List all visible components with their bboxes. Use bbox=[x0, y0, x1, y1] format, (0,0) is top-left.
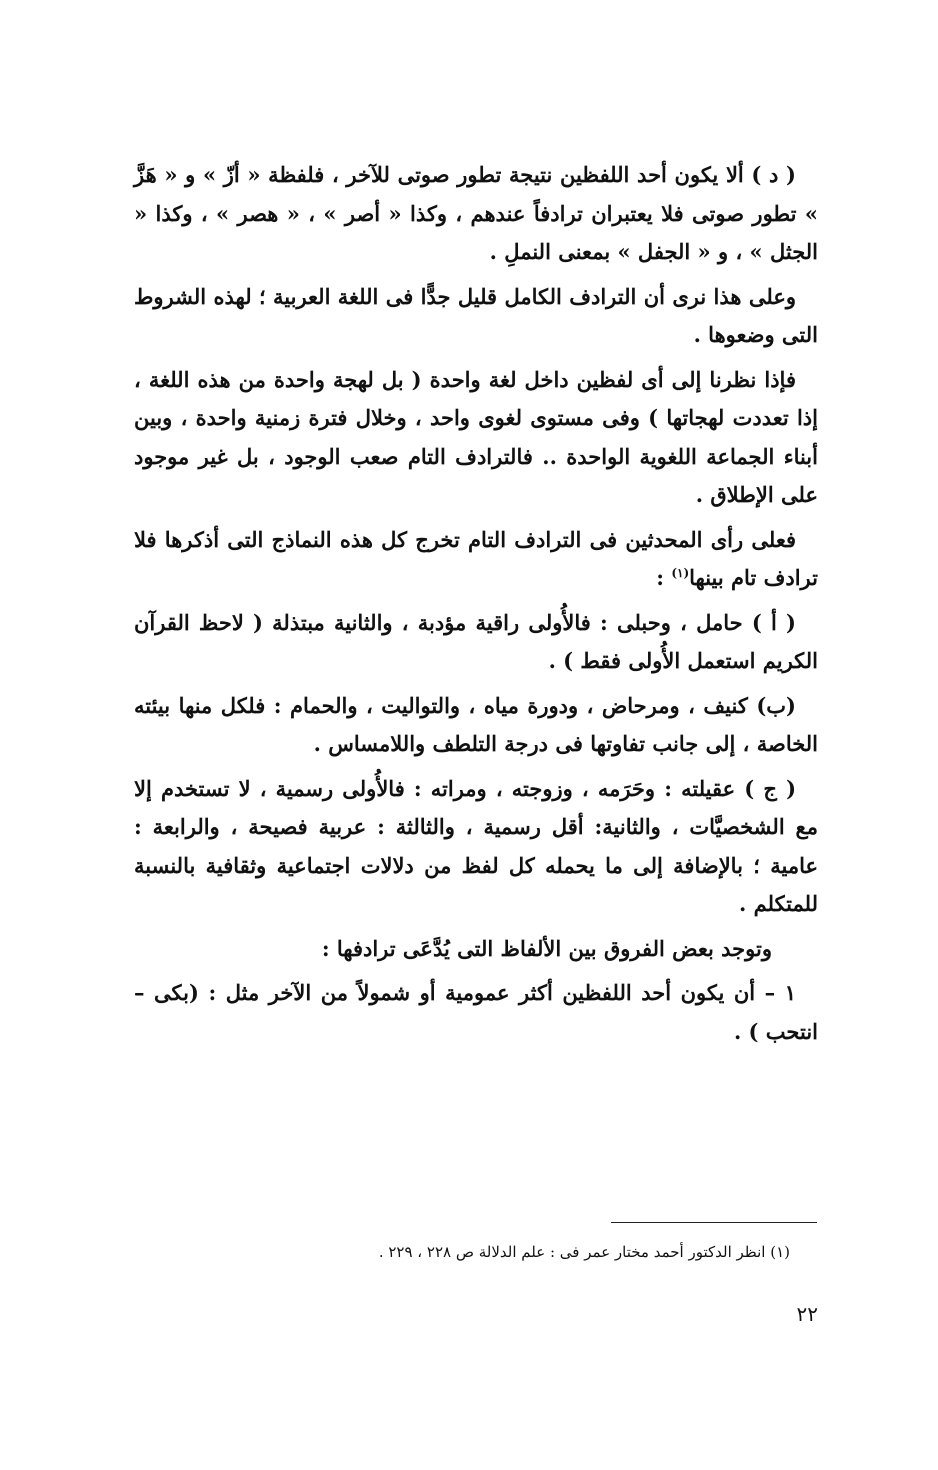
paragraph-example-c: ( ج ) عقيلته : وحَرَمه ، وزوجته ، ومراته : فالأُولى رسمية ، لا تستخدم إلا مع الشخصيَّات ، والثانية: أقل رسمية ، والثالثة : عربية فصيحة ، والرابعة : عامية ؛ بالإضافة إلى ما يحمله كل لفظ من دلالات اجتماعية وثقافية بالنسبة للمتكلم . bbox=[134, 775, 818, 916]
paragraph-example-a: ( أ ) حامل ، وحبلى : فالأُولى راقية مؤدبة ، والثانية مبتذلة ( لاحظ القرآن الكريم استعمل الأُولى فقط ) . bbox=[134, 609, 818, 673]
paragraph-example-b: (ب) كنيف ، ومرحاض ، ودورة مياه ، والتواليت ، والحمام : فلكل منها بيئته الخاصة ، إلى جانب تفاوتها فى درجة التلطف واللامساس . bbox=[134, 692, 818, 756]
paragraph-difference-1: ١ – أن يكون أحد اللفظين أكثر عمومية أو شمولاً من الآخر مثل : (بكى – انتحب ) . bbox=[134, 980, 818, 1044]
page-number: ٢٢ bbox=[796, 1302, 818, 1326]
body-text bbox=[134, 156, 818, 1057]
paragraph-conclusion: وعلى هذا نرى أن الترادف الكامل قليل جدًّا فى اللغة العربية ؛ لهذه الشروط التى وضعوها . bbox=[134, 283, 818, 347]
paragraph-single-language: فإذا نظرنا إلى أى لفظين داخل لغة واحدة ( بل لهجة واحدة من هذه اللغة ، إذا تعددت لهجاتها ) وفى مستوى لغوى واحد ، وخلال فترة زمنية واحدة ، وبين أبناء الجماعة اللغوية الواحدة .. فالترادف التام صعب الوجود ، بل غير موجود على الإطلاق . bbox=[134, 366, 818, 507]
paragraph-differences-intro: وتوجد بعض الفروق بين الألفاظ التى يُدَّعَى ترادفها : bbox=[321, 935, 772, 961]
paragraph-modern-view-tail: : bbox=[656, 565, 672, 590]
paragraph-condition-d: ( د ) ألا يكون أحد اللفظين نتيجة تطور صوتى للآخر ، فلفظة « أزّ » و « هَزَّ » تطور صوتى فلا يعتبران ترادفاً عندهم ، وكذا « أصر » ، « هصر » ، وكذا « الجثل » ، و « الجفل » بمعنى النملِ . bbox=[134, 162, 818, 264]
footnote-reference[interactable]: (١) bbox=[671, 566, 690, 580]
footnote-divider bbox=[611, 1222, 817, 1223]
paragraph-modern-view-text: فعلى رأى المحدثين فى الترادف التام تخرج كل هذه النماذج التى أذكرها فلا ترادف تام بينها bbox=[134, 526, 818, 590]
paragraph-modern-view bbox=[134, 521, 818, 598]
footnote: (١) انظر الدكتور أحمد مختار عمر فى : علم الدلالة ص ٢٢٨ ، ٢٢٩ . bbox=[378, 1243, 790, 1261]
